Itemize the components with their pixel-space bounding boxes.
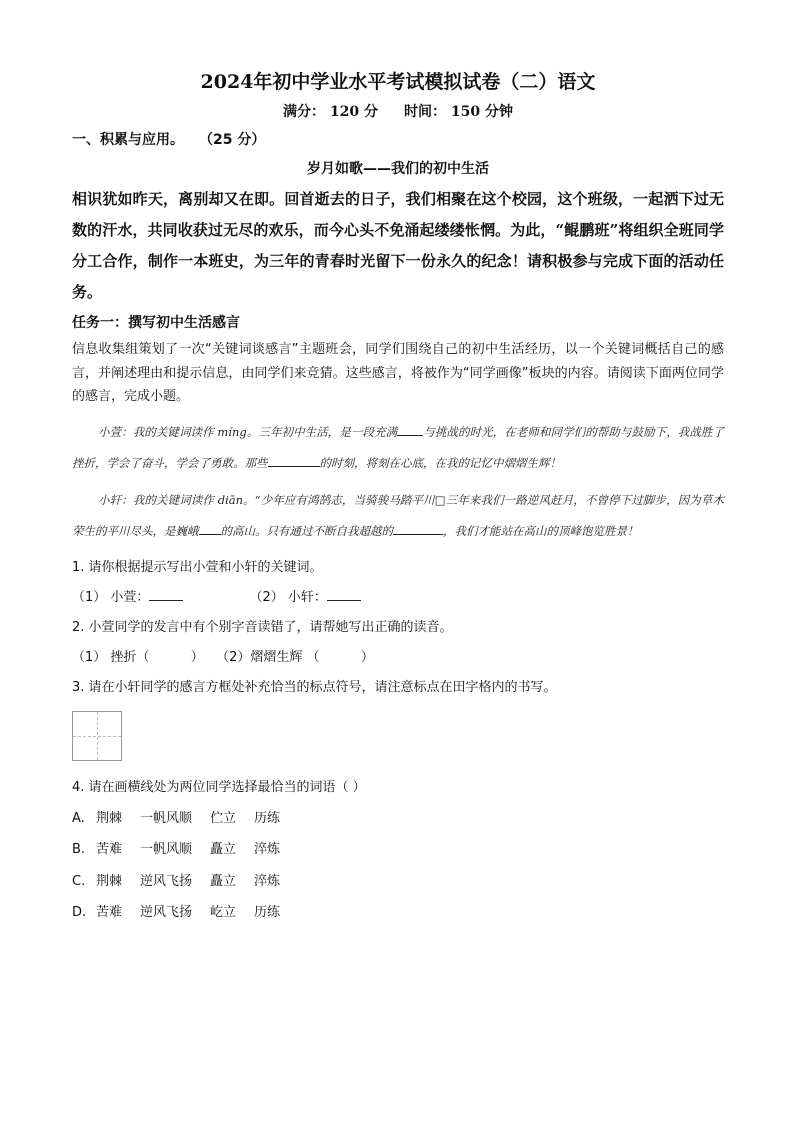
question-3: 3. 请在小轩同学的感言方框处补充恰当的标点符号，请注意标点在田字格内的书写。 [72, 679, 557, 695]
option-word: 矗立 [210, 873, 237, 889]
option-word: 逆风飞扬 [140, 873, 193, 889]
option-letter: B. [72, 842, 86, 857]
exam-page [72, 66, 724, 929]
option-b[interactable] [72, 834, 724, 866]
section-title: 一、积累与应用。 [72, 132, 184, 148]
answer-blank[interactable] [327, 588, 361, 601]
option-word: 淬炼 [254, 873, 281, 889]
option-word: 历练 [254, 810, 281, 826]
speech-text: 的时刻，将刻在心底，在我的记忆中熠熠生辉！ [319, 455, 561, 470]
grid-divider [73, 736, 121, 737]
option-word: 荆棘 [96, 873, 123, 889]
option-word: 苦难 [96, 842, 123, 857]
answer-label: （2）熠熠生辉 （ ） [216, 649, 374, 665]
answer-blank[interactable] [199, 522, 221, 535]
option-letter: A. [72, 810, 85, 826]
option-d[interactable] [72, 897, 724, 929]
answer-label: （2） 小轩： [249, 589, 327, 605]
option-a[interactable] [72, 803, 724, 835]
intro-paragraph: 相识犹如昨天，离别却又在即。回首逝去的日子，我们相聚在这个校园，这个班级，一起洒下过无数的汗水，共同收获过无尽的欢乐，而今心头不免涌起缕缕怅惘。为此，“鲲鹏班”将组织全班同学分工合作，制作一本班史，为三年的青春时光留下一份永久的纪念！请积极参与完成下面的活动任务。 [72, 190, 724, 301]
section-points: （25 分） [206, 132, 266, 148]
answer-label: （1） 小萱： [72, 589, 150, 605]
speech-xiaoxuan-2 [72, 485, 724, 547]
full-score: 满分： 120 分 [283, 104, 378, 120]
question-2-answers [72, 643, 724, 673]
speech-xiaoxuan [72, 417, 724, 479]
option-letter: C. [72, 873, 86, 889]
speech-text: 小萱：我的关键词读作 míng。三年初中生活，是一段充满 [98, 424, 398, 439]
question-1: 1. 请你根据提示写出小萱和小轩的关键词。 [72, 559, 323, 575]
tianzige-grid[interactable] [72, 711, 122, 761]
speech-text: 小轩：我的关键词读作 diān。“少年应有鸿鹄志，当骑骏马踏平川□三年来我们一路逆风赶月，不曾停下过脚步，因为草木荣生的平川尽头，是巍峨 [72, 492, 724, 538]
option-word: 逆风飞扬 [140, 905, 193, 920]
section-heading [72, 126, 724, 154]
option-letter: D. [72, 905, 87, 920]
option-word: 一帆风顺 [140, 810, 193, 826]
option-word: 矗立 [210, 842, 237, 857]
theme-title: 岁月如歌——我们的初中生活 [307, 161, 489, 177]
exam-time: 时间： 150 分钟 [404, 104, 513, 120]
option-word: 荆棘 [96, 810, 123, 826]
question-4: 4. 请在画横线处为两位同学选择最恰当的词语（ ） [72, 779, 366, 795]
option-word: 淬炼 [254, 842, 281, 857]
option-c[interactable] [72, 866, 724, 898]
task-description: 信息收集组策划了一次“关键词谈感言”主题班会，同学们围绕自己的初中生活经历，以一个关键词概括自己的感言，并阐述理由和提示信息，由同学们来竞猜。这些感言，将被作为“同学画像”板块的内容。请阅读下面两位同学的感言，完成小题。 [72, 342, 724, 404]
task-heading: 任务一：撰写初中生活感言 [72, 315, 240, 331]
question-1-answers [72, 583, 724, 613]
option-word: 苦难 [96, 905, 123, 920]
option-word: 屹立 [210, 905, 237, 920]
answer-blank[interactable] [149, 588, 183, 601]
speech-text: 与挑战的时光，在老师和同学们的帮助与鼓励下，我战胜了挫折，学会了奋斗，学会了勇敢。那些 [72, 424, 724, 470]
option-word: 历练 [254, 905, 281, 920]
answer-blank[interactable] [268, 454, 320, 467]
answer-label: （1） 挫折（ ） [72, 649, 204, 665]
exam-meta [72, 98, 724, 126]
answer-blank[interactable] [397, 423, 423, 436]
option-word: 伫立 [210, 810, 237, 826]
question-2: 2. 小萱同学的发言中有个别字音读错了，请帮她写出正确的读音。 [72, 619, 453, 635]
answer-blank[interactable] [393, 522, 443, 535]
speech-text: 的高山。只有通过不断自我超越的 [220, 523, 393, 538]
exam-title: 2024年初中学业水平考试模拟试卷（二）语文 [200, 71, 596, 93]
option-word: 一帆风顺 [140, 842, 193, 857]
speech-text: ，我们才能站在高山的顶峰饱览胜景！ [443, 523, 639, 538]
